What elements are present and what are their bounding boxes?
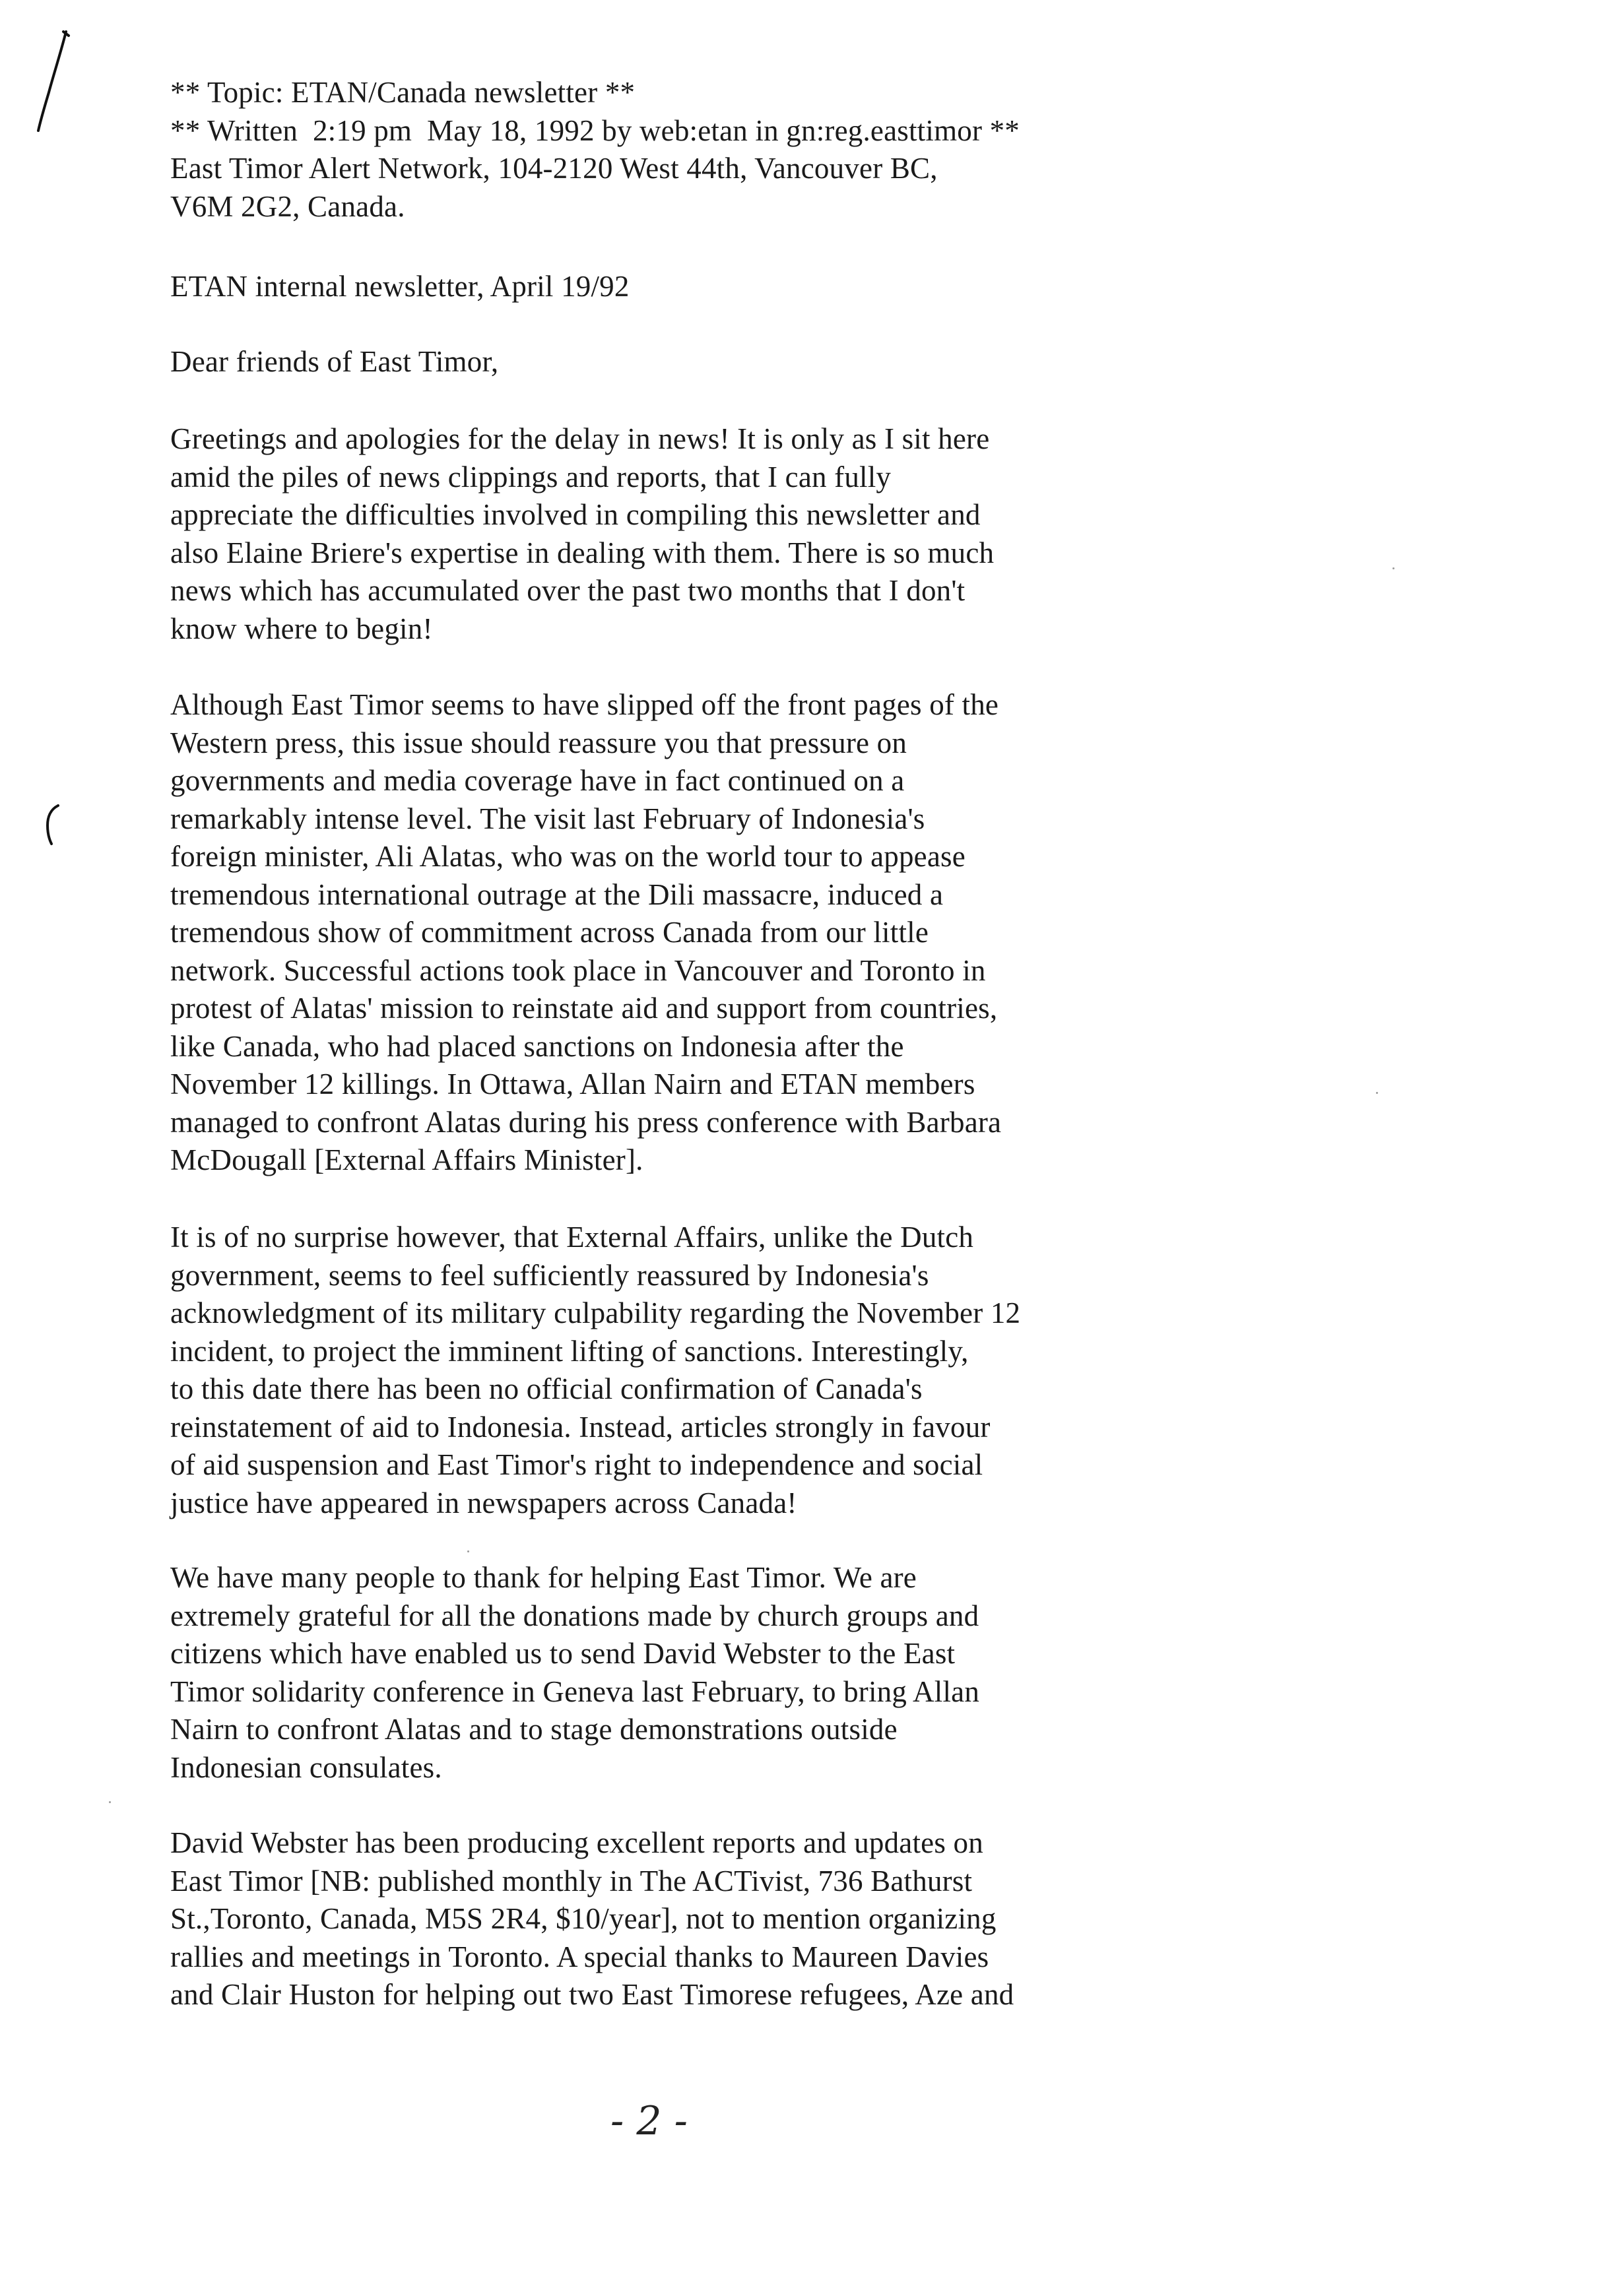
paragraph-line: to this date there has been no official confirmation of Canada's [170,1372,923,1405]
paragraph-line: East Timor [NB: published monthly in The ACTivist, 736 Bathurst [170,1864,973,1897]
header-block [170,74,1424,226]
paragraph-line: Greetings and apologies for the delay in news! It is only as I sit here [170,422,990,455]
page-number: - 2 - [610,2098,688,2144]
pen-stroke-mark [20,26,79,139]
header-address-line: East Timor Alert Network, 104-2120 West 44th, Vancouver BC, [170,152,938,185]
paragraph-line: remarkably intense level. The visit last February of Indonesia's [170,802,925,835]
paragraph-line: Nairn to confront Alatas and to stage demonstrations outside [170,1713,898,1746]
header-topic-line: ** Topic: ETAN/Canada newsletter ** [170,76,636,109]
paragraph-line: St.,Toronto, Canada, M5S 2R4, $10/year], not to mention organizing [170,1902,997,1935]
paragraph-line: news which has accumulated over the past two months that I don't [170,574,966,607]
paragraph-line: Although East Timor seems to have slipped off the front pages of the [170,688,999,721]
paragraph [170,1219,1424,1522]
paragraph-line: also Elaine Briere's expertise in dealing with them. There is so much [170,536,995,569]
paragraph-line: governments and media coverage have in fact continued on a [170,764,905,797]
paragraph-line: reinstatement of aid to Indonesia. Instead, articles strongly in favour [170,1410,991,1444]
paragraph-line: foreign minister, Ali Alatas, who was on the world tour to appease [170,840,966,873]
paragraph [170,1824,1424,2014]
paragraph-line: incident, to project the imminent lifting of sanctions. Interestingly, [170,1334,969,1368]
paragraph [170,686,1424,1180]
paragraph-line: amid the piles of news clippings and reports, that I can fully [170,460,892,494]
paragraph-line: Indonesian consulates. [170,1750,442,1784]
paragraph-line: of aid suspension and East Timor's right to independence and social [170,1448,983,1481]
paragraph [170,1559,1424,1787]
subtitle-block [170,268,1424,306]
paragraph-line: justice have appeared in newspapers across Canada! [170,1486,797,1519]
paragraph-line: We have many people to thank for helping East Timor. We are [170,1561,917,1594]
paragraph-line: It is of no surprise however, that External Affairs, unlike the Dutch [170,1221,974,1254]
paragraph [170,420,1424,648]
paragraph-line: appreciate the difficulties involved in compiling this newsletter and [170,498,981,531]
paragraph-line: Western press, this issue should reassure you that pressure on [170,726,907,759]
newsletter-subtitle: ETAN internal newsletter, April 19/92 [170,270,630,303]
margin-bracket-mark [40,802,66,848]
paragraph-line: network. Successful actions took place in Vancouver and Toronto in [170,953,986,987]
paragraph-line: McDougall [External Affairs Minister]. [170,1143,643,1176]
salutation: Dear friends of East Timor, [170,345,499,378]
paragraph-line: protest of Alatas' mission to reinstate aid and support from countries, [170,992,998,1025]
paper-speck [467,1550,469,1552]
paragraph-line: like Canada, who had placed sanctions on Indonesia after the [170,1029,904,1063]
paragraph-line: extremely grateful for all the donations made by church groups and [170,1599,979,1632]
paragraph-line: tremendous international outrage at the Dili massacre, induced a [170,877,944,911]
header-postal-line: V6M 2G2, Canada. [170,189,405,223]
header-written-line: ** Written 2:19 pm May 18, 1992 by web:etan in gn:reg.easttimor ** [170,113,1020,147]
paragraph-line: know where to begin! [170,612,433,645]
paragraph-line: citizens which have enabled us to send David Webster to the East [170,1637,956,1670]
paragraph-line: acknowledgment of its military culpability regarding the November 12 [170,1296,1021,1329]
paper-speck [109,1801,111,1803]
paragraph-line: Timor solidarity conference in Geneva last February, to bring Allan [170,1674,980,1708]
paragraph-line: David Webster has been producing excellent reports and updates on [170,1826,983,1859]
paragraph-line: and Clair Huston for helping out two East Timorese refugees, Aze and [170,1978,1014,2011]
paragraph-line: tremendous show of commitment across Canada from our little [170,916,929,949]
salutation-block [170,343,1424,381]
paragraph-line: November 12 killings. In Ottawa, Allan Nairn and ETAN members [170,1068,975,1100]
paragraph-line: rallies and meetings in Toronto. A special thanks to Maureen Davies [170,1940,989,1973]
paragraph-line: government, seems to feel sufficiently reassured by Indonesia's [170,1258,929,1292]
paragraph-line: managed to confront Alatas during his press conference with Barbara [170,1105,1002,1139]
